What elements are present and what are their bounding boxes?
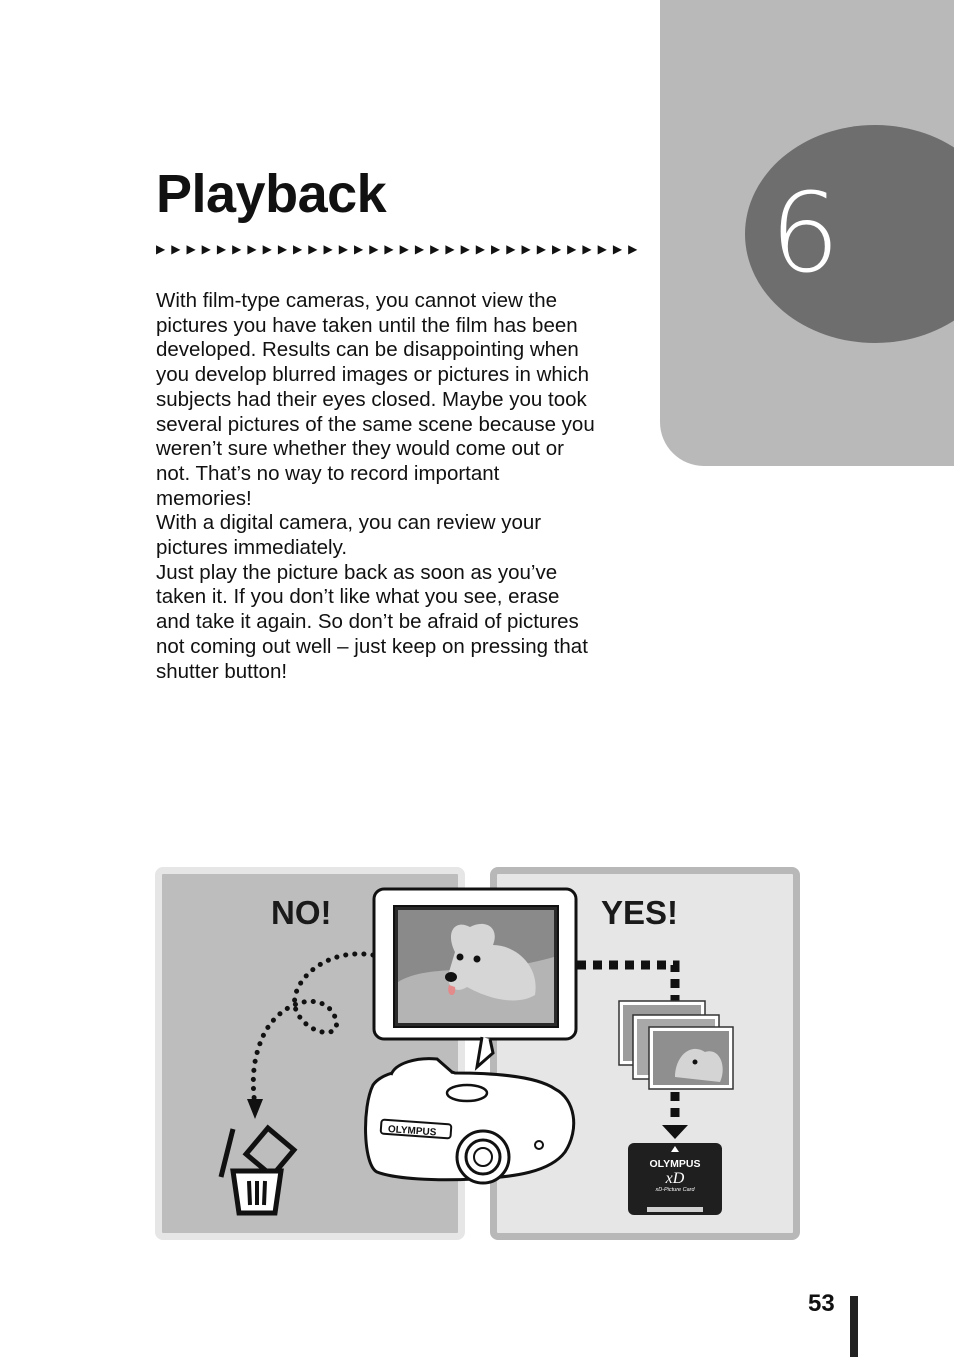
photo-stack <box>619 1001 733 1089</box>
chapter-number: 6 <box>770 169 840 297</box>
lcd-preview <box>374 889 576 1067</box>
card-caption: xD-Picture Card <box>655 1187 695 1193</box>
xd-card-icon <box>628 1143 722 1215</box>
trash-icon <box>221 1128 294 1213</box>
page-title: Playback <box>156 164 387 224</box>
page-edge-bar <box>850 1296 858 1357</box>
page-number: 53 <box>808 1290 835 1317</box>
camera-icon <box>366 1059 574 1183</box>
paragraph-play-back: Just play the picture back as soon as you’ve taken it. If you don’t like what you see, erase and take it again. So don’t be afraid of pictures not coming out well – just keep on pressing that shutter button! <box>156 560 588 683</box>
intro-text <box>156 289 596 684</box>
down-arrow-icon <box>662 1125 688 1139</box>
dotted-trash-path <box>253 954 373 1107</box>
card-brand: OLYMPUS <box>649 1158 701 1170</box>
paragraph-digital-review: With a digital camera, you can review your pictures immediately. <box>156 511 542 560</box>
camera-brand: OLYMPUS <box>387 1124 437 1139</box>
arrow-divider: ▶▶▶▶▶▶▶▶▶▶▶▶▶▶▶▶▶▶▶▶▶▶▶▶▶▶▶▶▶▶▶▶ <box>156 242 644 256</box>
trash-arrow-icon <box>247 1099 263 1119</box>
no-label: NO! <box>271 894 332 931</box>
card-logo: xD <box>665 1170 685 1187</box>
yes-label: YES! <box>601 894 679 931</box>
paragraph-film-cameras: With film-type cameras, you cannot view the pictures you have taken until the film has been developed. Results can be disappointing when you develop blurred images or pictures in which subjects had their eyes closed. Maybe you took several pictures of the same scene because you weren’t sure whether they would come out or not. That’s no way to record important memories! <box>156 289 595 510</box>
playback-illustration <box>155 867 805 1247</box>
